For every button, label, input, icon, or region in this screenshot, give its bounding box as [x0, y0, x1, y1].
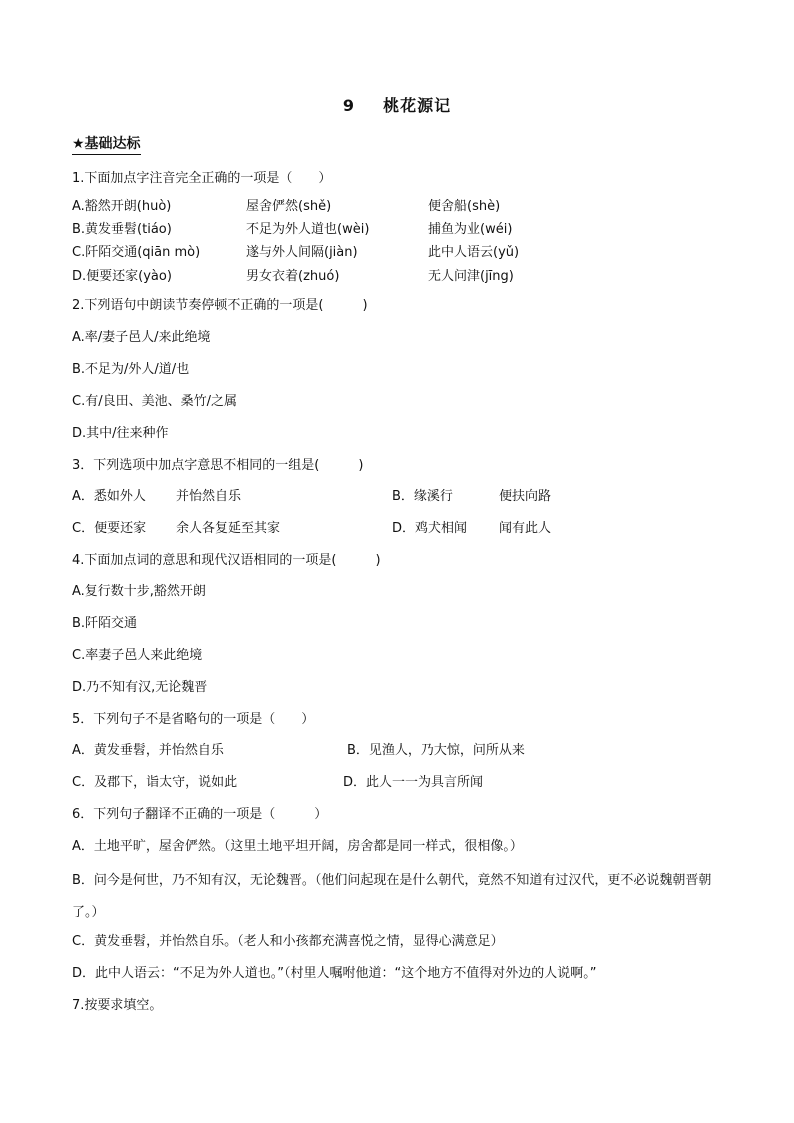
q1-c-2: 遂与外人间隔(jiàn) [246, 245, 358, 260]
q6-option-d: D．此中人语云：“不足为外人道也。”（村里人嘱咐他道：“这个地方不值得对外边的人说啊。” [72, 966, 597, 981]
lesson-title: 桃花源记 [383, 96, 452, 115]
q3-option-b-2: 便扶向路 [499, 489, 552, 504]
q1-row-b [0, 218, 794, 236]
q3-option-d-2: 闻有此人 [499, 521, 552, 536]
q1-a-1: A.豁然开朗(huò) [72, 199, 172, 214]
q4-stem: 4.下面加点词的意思和现代汉语相同的一项是( ) [72, 553, 381, 568]
q1-a-2: 屋舍俨然(shě) [246, 199, 332, 214]
q5-stem: 5．下列句子不是省略句的一项是（ ） [72, 712, 315, 727]
q1-d-3: 无人问津(jīng) [428, 269, 514, 284]
q1-row-c [0, 241, 794, 259]
q6-option-c: C．黄发垂髫，并怡然自乐。（老人和小孩都充满喜悦之情，显得心满意足） [72, 934, 504, 949]
lesson-number: 9 [342, 96, 356, 115]
q3-option-b-1: B．缘溪行 [392, 489, 453, 504]
q6-option-a: A．土地平旷，屋舍俨然。（这里土地平坦开阔，房舍都是同一样式，很相像。） [72, 839, 523, 854]
q2-option-d: D.其中/往来种作 [72, 426, 169, 441]
q6-stem: 6．下列句子翻译不正确的一项是（ ） [72, 807, 328, 822]
q2-option-a: A.率/妻子邑人/来此绝境 [72, 330, 211, 345]
q1-b-2: 不足为外人道也(wèi) [246, 222, 370, 237]
q1-d-1: D.便要还家(yào) [72, 269, 172, 284]
q5-option-b: B．见渔人，乃大惊，问所从来 [347, 743, 525, 758]
q2-stem: 2.下列语句中朗读节奏停顿不正确的一项是( ) [72, 298, 368, 313]
q1-c-1: C.阡陌交通(qiān mò) [72, 245, 201, 260]
q1-stem: 1.下面加点字注音完全正确的一项是（ ） [72, 171, 332, 186]
q1-b-3: 捕鱼为业(wéi) [428, 222, 513, 237]
q4-option-b: B.阡陌交通 [72, 616, 138, 631]
q5-option-c: C．及郡下，诣太守，说如此 [72, 775, 238, 790]
q3-option-d-1: D．鸡犬相闻 [392, 521, 468, 536]
q6-option-b: B．问今是何世，乃不知有汉，无论魏晋。（他们问起现在是什么朝代，竟然不知道有过汉代，更不必说魏朝晋朝了。） [72, 873, 712, 920]
section-heading: ★基础达标 [72, 133, 141, 155]
q3-option-c-1: C．便要还家 [72, 521, 147, 536]
q1-b-1: B.黄发垂髫(tiáo) [72, 222, 172, 237]
page-title [0, 93, 794, 116]
q3-option-a-2: 并怡然自乐 [176, 489, 242, 504]
q1-c-3: 此中人语云(yǔ) [428, 245, 520, 260]
q1-row-d [0, 265, 794, 283]
q3-stem: 3．下列选项中加点字意思不相同的一组是( ) [72, 458, 364, 473]
q1-row-a [0, 195, 794, 213]
q1-a-3: 便舍船(shè) [428, 199, 501, 214]
q4-option-d: D.乃不知有汉,无论魏晋 [72, 680, 208, 695]
q4-option-c: C.率妻子邑人来此绝境 [72, 648, 203, 663]
q3-option-c-2: 余人各复延至其家 [176, 521, 281, 536]
q2-option-c: C.有/良田、美池、桑竹/之属 [72, 394, 237, 409]
q4-option-a: A.复行数十步,豁然开朗 [72, 584, 206, 599]
q7-stem: 7.按要求填空。 [72, 998, 163, 1013]
q3-option-a-1: A．悉如外人 [72, 489, 146, 504]
q1-d-2: 男女衣着(zhuó) [246, 269, 340, 284]
q5-option-d: D．此人一一为具言所闻 [343, 775, 484, 790]
q2-option-b: B.不足为/外人/道/也 [72, 362, 190, 377]
q5-option-a: A．黄发垂髫，并怡然自乐 [72, 743, 224, 758]
